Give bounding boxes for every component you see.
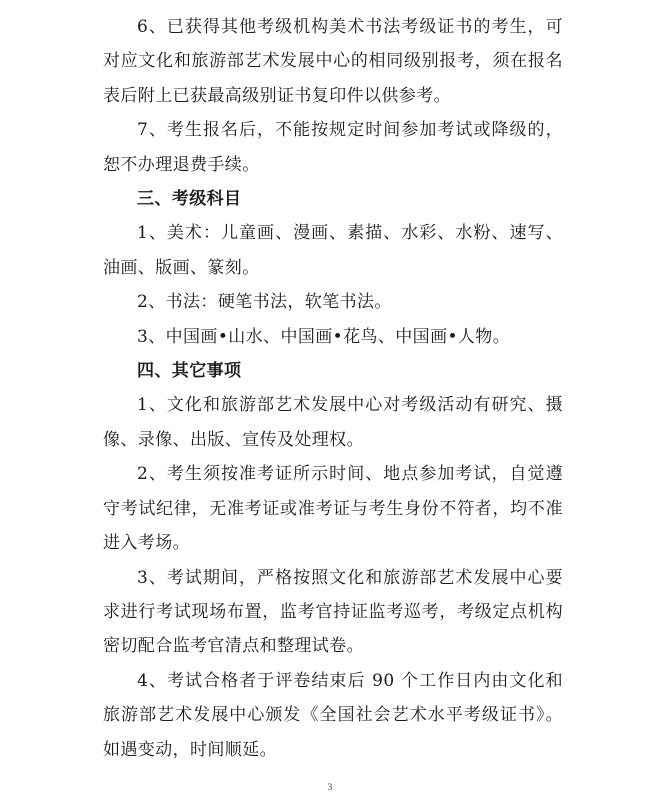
paragraph-item-6: 6、已获得其他考级机构美术书法考级证书的考生，可对应文化和旅游部艺术发展中心的相同级别报考，须在报名表后附上已获最高级别证书复印件以供参考。 bbox=[103, 17, 563, 106]
other-item-rights: 1、文化和旅游部艺术发展中心对考级活动有研究、摄像、录像、出版、宣传及处理权。 bbox=[103, 395, 563, 450]
section-heading-subjects: 三、考级科目 bbox=[137, 189, 242, 210]
other-item-certificate: 4、考试合格者于评卷结束后 90 个工作日内由文化和旅游部艺术发展中心颁发《全国社会艺术水平考级证书》。如遇变动，时间顺延。 bbox=[103, 670, 563, 760]
subject-item-chinese-painting: 3、中国画•山水、中国画•花鸟、中国画•人物。 bbox=[137, 326, 511, 347]
paragraph-item-7: 7、考生报名后，不能按规定时间参加考试或降级的，恕不办理退费手续。 bbox=[103, 120, 563, 175]
document-body bbox=[103, 10, 563, 767]
page-number: 3 bbox=[327, 782, 333, 792]
section-heading-other-matters: 四、其它事项 bbox=[137, 361, 242, 382]
other-item-exam-discipline: 2、考生须按准考证所示时间、地点参加考试，自觉遵守考试纪律，无准考证或准考证与考生身份不符者，均不准进入考场。 bbox=[103, 464, 563, 554]
other-item-exam-supervision: 3、考试期间，严格按照文化和旅游部艺术发展中心要求进行考试现场布置，监考官持证监考巡考，考级定点机构密切配合监考官清点和整理试卷。 bbox=[103, 567, 563, 657]
subject-item-calligraphy: 2、书法：硬笔书法，软笔书法。 bbox=[137, 292, 392, 313]
subject-item-art: 1、美术：儿童画、漫画、素描、水彩、水粉、速写、油画、版画、篆刻。 bbox=[103, 223, 563, 278]
